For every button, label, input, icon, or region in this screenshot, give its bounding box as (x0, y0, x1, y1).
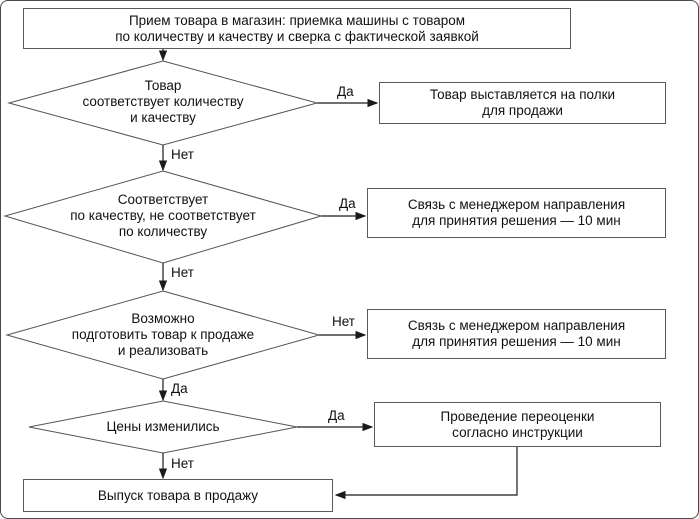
decision-4-text (31, 419, 295, 435)
action-manager-1 (367, 188, 666, 238)
decision-2-line: по качеству, не соответствует (70, 208, 256, 223)
action-shelves-line: Товар выставляется на полки (429, 87, 616, 102)
action-manager-1-line: для принятия решения — 10 мин (412, 213, 621, 228)
start-node-line: Прием товара в магазин: приемка машины с товаром (128, 12, 466, 28)
end-node-line: Выпуск товара в продажу (97, 487, 259, 503)
action-manager-1-line: Связь с менеджером направления (407, 197, 626, 212)
decision-2-text (7, 192, 319, 240)
action-manager-2-line: для принятия решения — 10 мин (412, 334, 621, 349)
decision-2-line: по количеству (118, 224, 208, 239)
label-decision2-yes: Да (339, 196, 356, 211)
decision-3-text (9, 311, 317, 359)
start-node-line: по количеству и качеству и сверка с фактической заявкой (115, 28, 479, 44)
decision-1-line: Товар (144, 78, 182, 93)
decision-3-line: и реализовать (117, 343, 209, 358)
start-node (23, 8, 571, 49)
action-shelves-line: для продажи (482, 103, 563, 118)
label-decision1-no: Нет (171, 147, 194, 162)
decision-1-line: и качеству (130, 110, 196, 125)
action-reprice-line: Проведение переоценки (440, 408, 595, 424)
label-decision3-no: Нет (332, 314, 355, 329)
label-decision3-yes: Да (171, 381, 188, 396)
decision-3-line: подготовить товар к продаже (71, 327, 255, 342)
end-node (23, 479, 333, 512)
action-manager-2 (367, 309, 666, 359)
action-manager-2-line: Связь с менеджером направления (407, 318, 626, 333)
decision-1-text (11, 78, 315, 126)
label-decision1-yes: Да (337, 84, 354, 99)
decision-2-line: Соответствует (117, 192, 209, 207)
action-shelves (379, 82, 666, 124)
label-decision4-no: Нет (171, 456, 194, 471)
action-reprice (374, 402, 661, 447)
action-reprice-line: согласно инструкции (452, 424, 583, 440)
arrow-reprice-to-end (336, 447, 517, 495)
label-decision4-yes: Да (328, 408, 345, 423)
decision-1-line: соответствует количеству (82, 94, 244, 109)
decision-4-line: Цены изменились (106, 419, 220, 434)
label-decision2-no: Нет (171, 265, 194, 280)
decision-3-line: Возможно (131, 311, 195, 326)
